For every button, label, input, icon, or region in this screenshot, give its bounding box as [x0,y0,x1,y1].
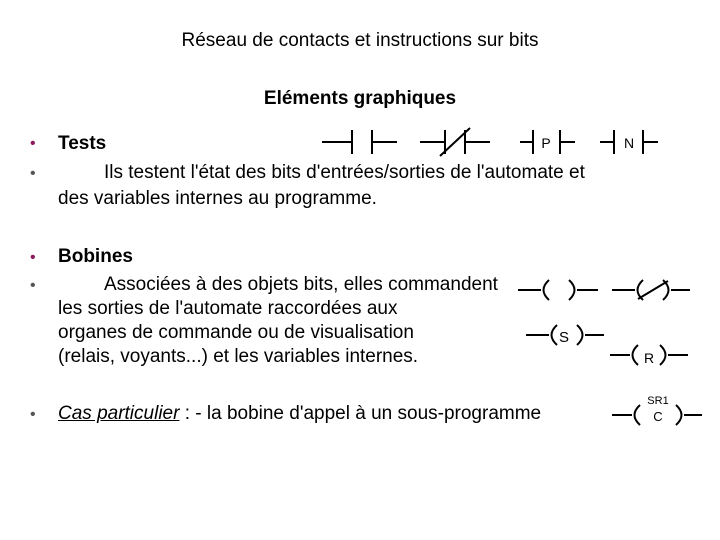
tests-line2: des variables internes au programme. [58,188,377,209]
slide-subtitle: Eléments graphiques [263,88,457,109]
bobines-line3: organes de commande ou de visualisation [58,322,414,343]
bullet-tests-desc: • [30,165,36,182]
bobines-line1: Associées à des objets bits, elles commandent [104,274,498,295]
bobines-heading: Bobines [58,246,133,267]
contact-no-icon [322,130,397,154]
coil-set-label: S [558,329,570,346]
sr-coil-label: C [653,409,663,424]
bullet-bobines: • [30,249,36,266]
bullet-cas: • [30,406,36,423]
contact-n-label: N [623,135,635,151]
tests-heading: Tests [58,133,107,154]
cas-particulier-label: Cas particulier [58,403,180,424]
bobines-line2: les sorties de l'automate raccordées aux [58,298,398,319]
contact-nc-icon [420,128,490,156]
slide-title: Réseau de contacts et instructions sur bits [181,30,539,51]
contact-p-label: P [541,135,551,151]
coil-reset-label: R [643,350,655,366]
tests-line1: Ils testent l'état des bits d'entrées/sorties de l'automate et [104,162,585,183]
coil-inverse-icon [612,280,690,300]
sr-label: SR1 [647,395,669,407]
bullet-bobines-desc: • [30,277,36,294]
coil-direct-icon [518,280,598,300]
cas-particulier-rest: : - la bobine d'appel à un sous-programme [179,403,542,424]
bullet-tests: • [30,135,36,152]
bobines-line4: (relais, voyants...) et les variables internes. [58,346,419,367]
